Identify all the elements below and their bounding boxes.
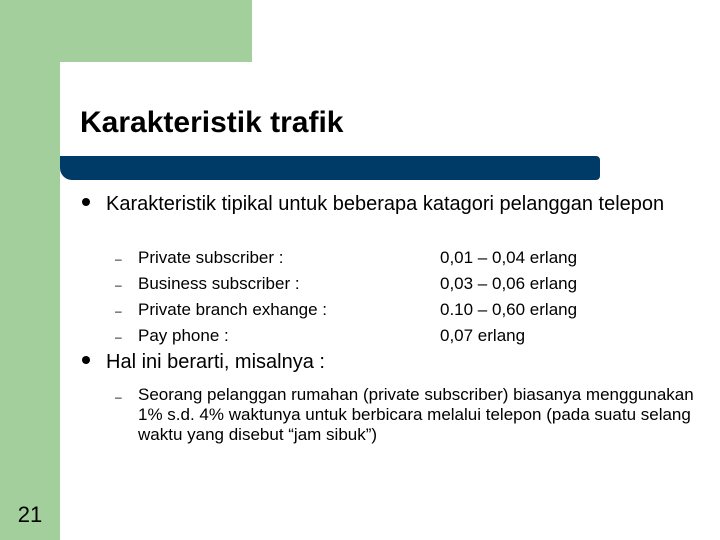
dash-bullet-icon: – (115, 330, 122, 344)
subscriber-value: 0,01 – 0,04 erlang (440, 248, 578, 267)
subscriber-label: Pay phone : (138, 326, 229, 345)
slide-title: Karakteristik trafik (80, 106, 344, 139)
title-underline-bar (60, 156, 600, 180)
decor-green-band-left (0, 0, 60, 540)
slide-number: 21 (17, 502, 43, 527)
bullet-icon (82, 356, 90, 364)
subscriber-value: 0,07 erlang (440, 326, 526, 345)
subscriber-label: Private branch exhange : (138, 300, 328, 319)
dash-bullet-icon: – (115, 252, 122, 266)
dash-bullet-icon: – (115, 304, 122, 318)
bullet-text: Hal ini berarti, misalnya : (106, 351, 325, 373)
subscriber-value: 0.10 – 0,60 erlang (440, 300, 578, 319)
subscriber-value: 0,03 – 0,06 erlang (440, 274, 578, 293)
subscriber-label: Private subscriber : (138, 248, 284, 267)
explanation-text: Seorang pelanggan rumahan (private subscriber) biasanya menggunakan 1% s.d. 4% waktunya untuk berbicara melalui telepon (pada suatu selang waktu yang disebut “jam sibuk”) (138, 385, 694, 444)
dash-bullet-icon: – (115, 390, 122, 404)
subscriber-label: Business subscriber : (138, 274, 300, 293)
bullet-icon (82, 198, 90, 206)
bullet-text: Karakteristik tipikal untuk beberapa katagori pelanggan telepon (106, 193, 665, 215)
dash-bullet-icon: – (115, 278, 122, 292)
